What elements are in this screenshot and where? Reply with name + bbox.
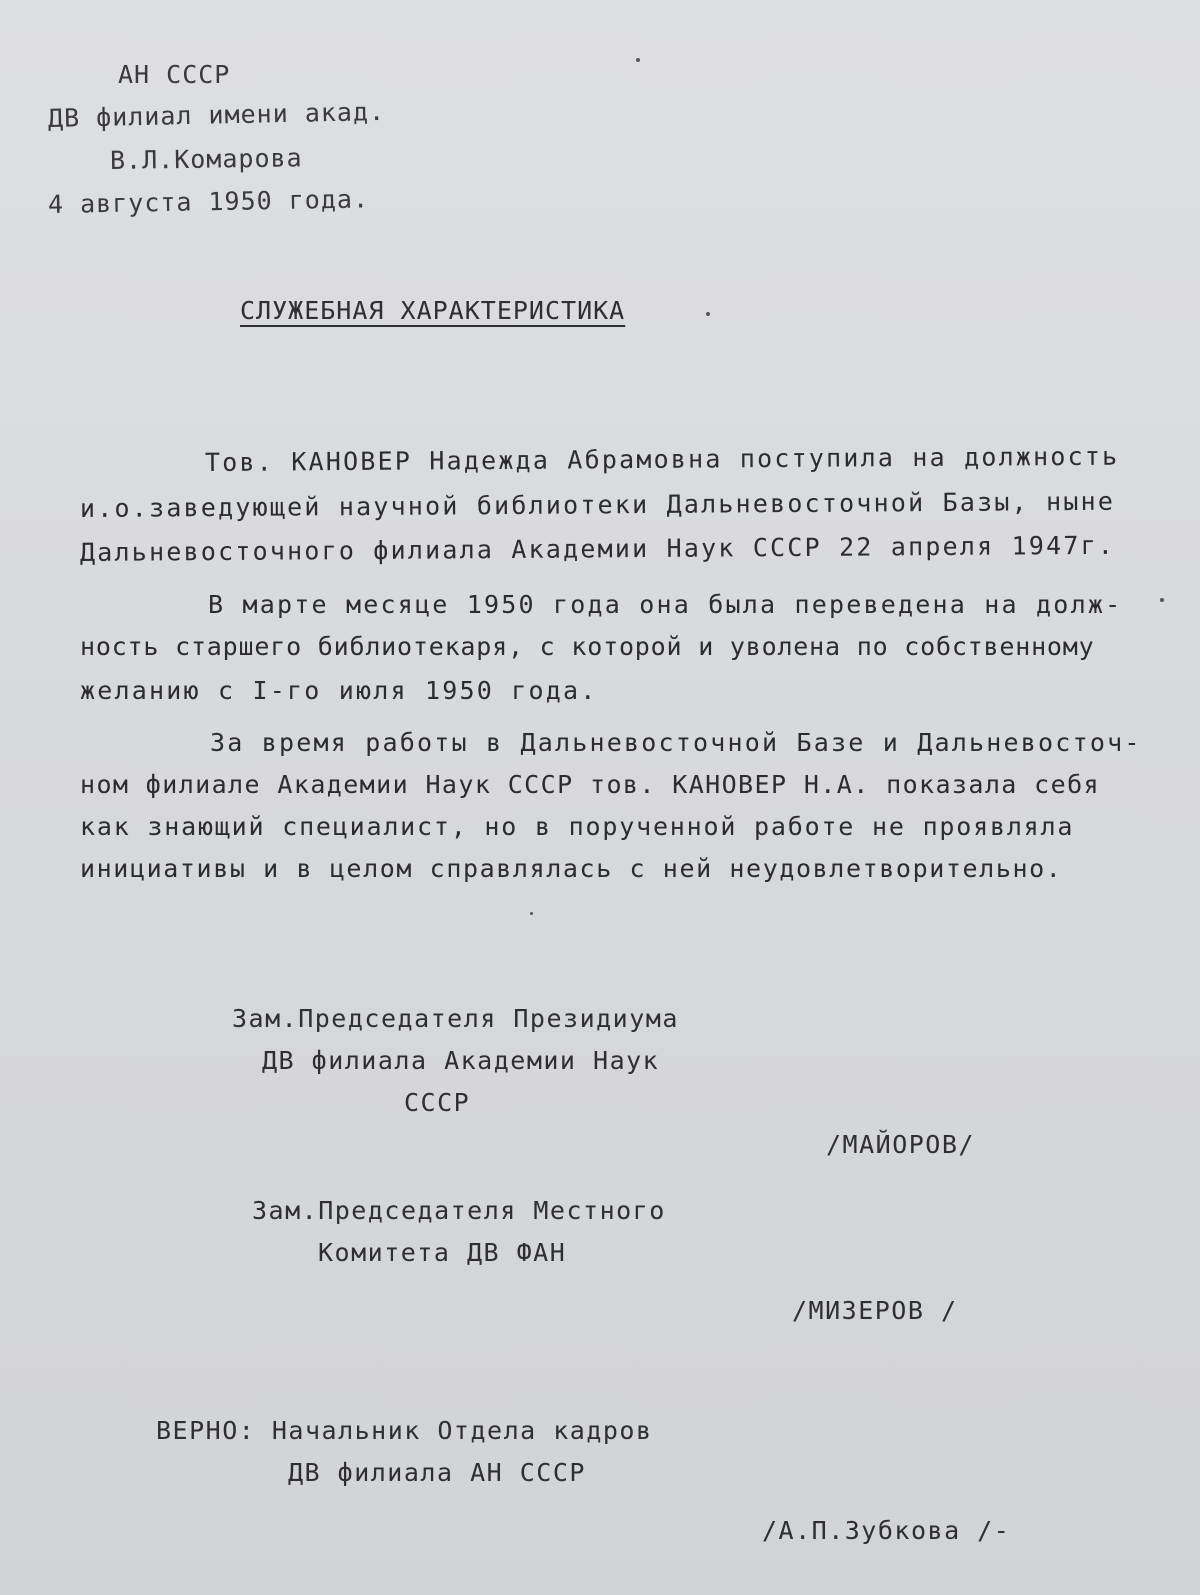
signatory-title-line: Зам.Председателя Местного xyxy=(252,1196,666,1225)
paragraph-line: ность старшего библиотекаря, с которой и уволена по собственному xyxy=(80,632,1095,661)
paragraph-line: инициативы и в целом справлялась с ней неудовлетворительно. xyxy=(80,854,1063,883)
signatory-title-line: Зам.Председателя Президиума xyxy=(232,1004,679,1033)
header-branch-line2: В.Л.Комарова xyxy=(109,143,303,175)
header-date: 4 августа 1950 года. xyxy=(47,184,370,219)
paper-speck xyxy=(1160,598,1164,602)
paper-speck xyxy=(636,58,640,62)
verifier-title-line: ДВ филиала АН СССР xyxy=(288,1458,586,1487)
paragraph-line: За время работы в Дальневосточной Базе и Дальневосточ- xyxy=(210,728,1142,757)
paragraph-line: как знающий специалист, но в порученной работе не проявляла xyxy=(80,812,1075,841)
verifier-title-line: ВЕРНО: Начальник Отдела кадров xyxy=(156,1416,653,1445)
signatory-name: /МИЗЕРОВ / xyxy=(792,1296,958,1325)
paper-speck xyxy=(530,912,533,915)
paragraph-line: Тов. КАНОВЕР Надежда Абрамовна поступила на должность xyxy=(204,441,1120,477)
document-title-text: СЛУЖЕБНАЯ ХАРАКТЕРИСТИКА xyxy=(240,296,626,325)
signatory-title-line: Комитета ДВ ФАН xyxy=(318,1238,567,1267)
header-org: АН СССР xyxy=(118,60,231,89)
paragraph-line: Дальневосточного филиала Академии Наук СССР 22 апреля 1947г. xyxy=(79,530,1116,567)
paragraph-line: желанию с I-го июля 1950 года. xyxy=(80,676,598,705)
paragraph-line: и.о.заведующей научной библиотеки Дальневосточной Базы, ныне xyxy=(79,486,1116,523)
paper-speck xyxy=(706,312,710,316)
paragraph-line: ном филиале Академии Наук СССР тов. КАНОВЕР Н.А. показала себя xyxy=(80,770,1100,799)
header-branch-line1: ДВ филиал имени акад. xyxy=(47,96,386,133)
signatory-title-line: ДВ филиала Академии Наук xyxy=(262,1046,660,1075)
signatory-title-line: СССР xyxy=(404,1088,471,1117)
verifier-name: /А.П.Зубкова /- xyxy=(762,1516,1011,1545)
document-title xyxy=(240,296,625,325)
paragraph-line: В марте месяце 1950 года она была переведена на долж- xyxy=(208,590,1123,619)
signatory-name: /МАЙОРОВ/ xyxy=(826,1130,975,1159)
